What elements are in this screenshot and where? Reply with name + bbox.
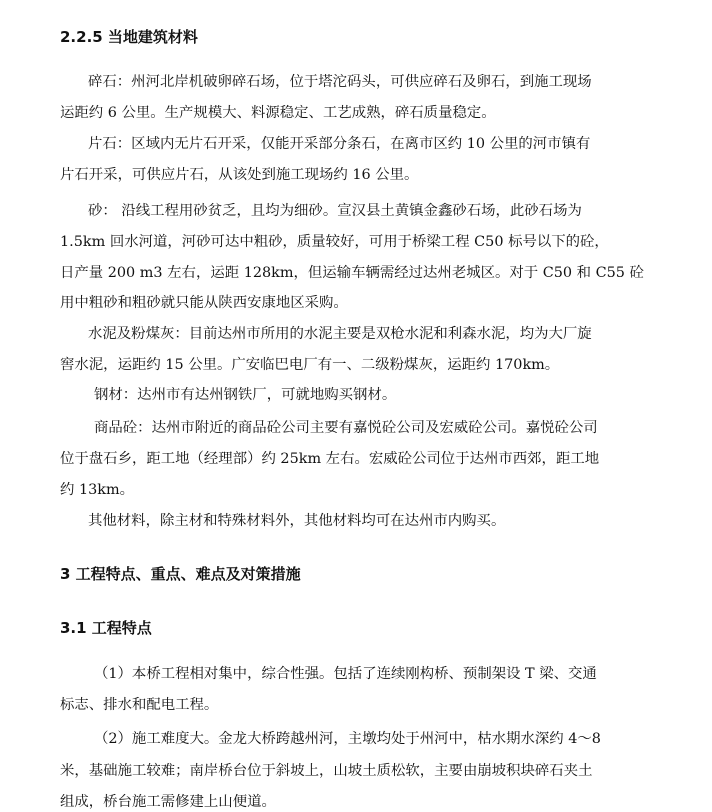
paragraph-line: 片石：区域内无片石开采，仅能开采部分条石，在离市区约 10 公里的河市镇有 <box>88 136 591 152</box>
paragraph-line: 水泥及粉煤灰：目前达州市所用的水泥主要是双枪水泥和利森水泥，均为大厂旋 <box>88 326 592 342</box>
paragraph-line: 碎石：州河北岸机破卵碎石场，位于塔沱码头，可供应碎石及卵石，到施工现场 <box>88 74 592 90</box>
paragraph-line: 组成，桥台施工需修建上山便道。 <box>60 794 276 810</box>
paragraph-line: 日产量 200 m3 左右，运距 128km，但运输车辆需经过达州老城区。对于 C50 和 C55 砼 <box>60 265 644 281</box>
paragraph-line: 1.5km 回水河道，河砂可达中粗砂，质量较好，可用于桥梁工程 C50 标号以下的砼， <box>60 234 609 250</box>
paragraph-line: 用中粗砂和粗砂就只能从陕西安康地区采购。 <box>60 295 348 311</box>
paragraph-line: 钢材：达州市有达州钢铁厂，可就地购买钢材。 <box>94 387 397 403</box>
section-title-3: 3 工程特点、重点、难点及对策措施 <box>60 565 301 583</box>
paragraph-line: 标志、排水和配电工程。 <box>60 697 219 713</box>
paragraph-line: 砂： 沿线工程用砂贫乏，且均为细砂。宣汉县土黄镇金鑫砂石场，此砂石场为 <box>88 203 582 219</box>
paragraph-line: 米，基础施工较难；南岸桥台位于斜坡上，山坡土质松软，主要由崩坡积块碎石夹土 <box>60 763 593 779</box>
section-title-3-1: 3.1 工程特点 <box>60 619 152 637</box>
paragraph-line: 约 13km。 <box>60 482 135 498</box>
paragraph-line: 其他材料，除主材和特殊材料外，其他材料均可在达州市内购买。 <box>88 513 506 529</box>
paragraph-line: （2）施工难度大。金龙大桥跨越州河，主墩均处于州河中，枯水期水深约 4～8 <box>94 731 601 747</box>
paragraph-line: 运距约 6 公里。生产规模大、料源稳定、工艺成熟，碎石质量稳定。 <box>60 105 496 121</box>
paragraph-line: 窖水泥，运距约 15 公里。广安临巴电厂有一、二级粉煤灰，运距约 170km。 <box>60 357 560 373</box>
section-title-2-2-5: 2.2.5 当地建筑材料 <box>60 28 198 46</box>
paragraph-line: 位于盘石乡，距工地（经理部）约 25km 左右。宏威砼公司位于达州市西郊，距工地 <box>60 451 600 467</box>
paragraph-line: 片石开采，可供应片石，从该处到施工现场约 16 公里。 <box>60 167 419 183</box>
paragraph-line: 商品砼：达州市附近的商品砼公司主要有嘉悦砼公司及宏威砼公司。嘉悦砼公司 <box>94 420 598 436</box>
paragraph-line: （1）本桥工程相对集中，综合性强。包括了连续刚构桥、预制架设 T 梁、交通 <box>94 666 597 682</box>
